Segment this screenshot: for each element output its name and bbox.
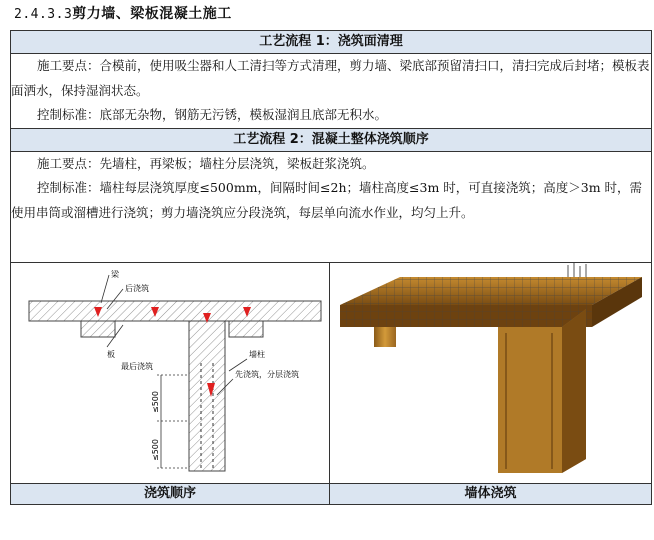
wall-pouring-figure (330, 262, 652, 483)
slab-label: 板 (107, 349, 115, 359)
wall-pouring-illustration (330, 263, 651, 479)
beam-formwork (374, 327, 396, 347)
wall-column-shape (189, 321, 225, 471)
step1-body (11, 54, 652, 129)
step2-control: 控制标准：墙柱每层浇筑厚度≤500mm，间隔时间≤2h；墙柱高度≤3m 时，可直接浇筑；高度＞3m 时，需使用串筒或溜槽进行浇筑；剪力墙浇筑应分段浇筑，每层单向流水作业，均匀上升。 (11, 180, 643, 220)
section-heading (14, 3, 232, 23)
rebar-spikes (568, 263, 586, 277)
step2-key-points: 施工要点：先墙柱，再梁板；墙柱分层浇筑，梁板赶浆浇筑。 (37, 155, 375, 171)
step1-control: 控制标准：底部无杂物，钢筋无污锈，模板湿润且底部无积水。 (37, 107, 388, 122)
step1-header: 工艺流程 1：浇筑面清理 (11, 31, 652, 54)
caption-right: 墙体浇筑 (330, 483, 652, 504)
beam-shape (81, 321, 115, 337)
slab-pour-label: 最后浇筑 (121, 361, 153, 371)
dim-label-1: ≤500 (151, 390, 160, 413)
pour-sequence-figure (11, 262, 330, 483)
pour-sequence-diagram (11, 263, 329, 479)
wall-label: 墙柱 (249, 349, 265, 359)
section-number: 2.4.3.3 (14, 7, 73, 22)
step2-header: 工艺流程 2：混凝土整体浇筑顺序 (11, 128, 652, 151)
wall-pour-label: 先浇筑，分层浇筑 (235, 369, 299, 379)
beam-label: 梁 (111, 269, 119, 279)
beam-shape-right (229, 321, 263, 337)
caption-left: 浇筑顺序 (11, 483, 330, 504)
step1-key-points: 施工要点：合模前，使用吸尘器和人工清扫等方式清理，剪力墙、梁底部预留清扫口，清扫完成后封堵；模板表面洒水，保持湿润状态。 (11, 58, 650, 98)
dim-label-2: ≤500 (151, 438, 160, 461)
step2-body (11, 151, 652, 262)
beam-pour-label: 后浇筑 (125, 283, 149, 293)
section-title: 剪力墙、梁板混凝土施工 (72, 6, 232, 22)
slab-shape (29, 301, 321, 321)
process-table (10, 30, 652, 505)
